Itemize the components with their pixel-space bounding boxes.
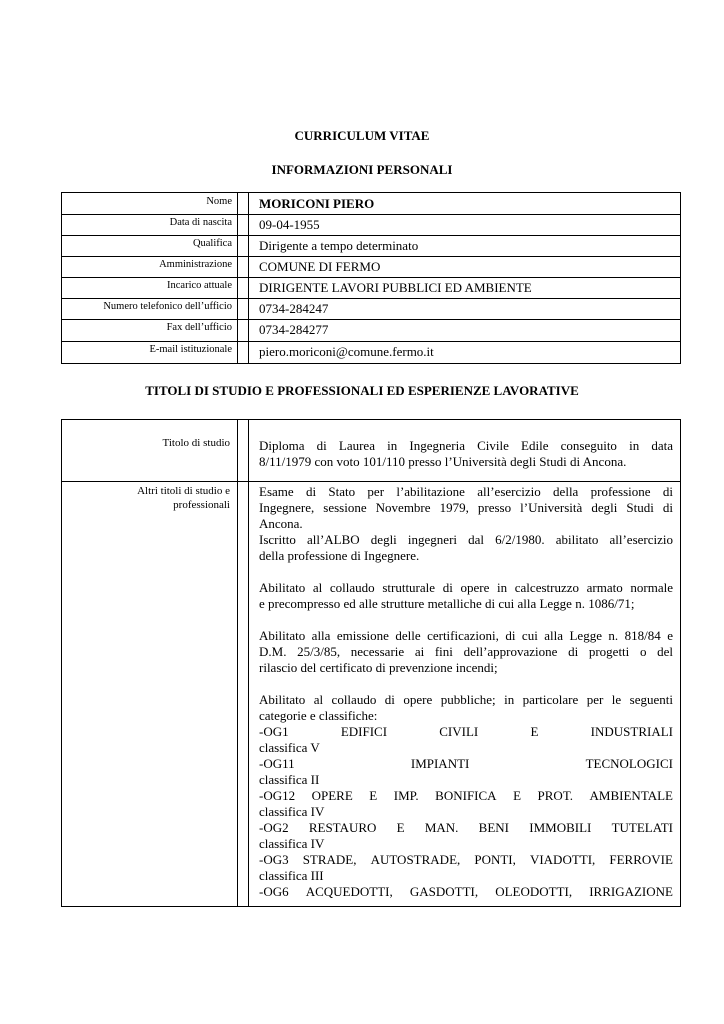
info-row-telefono — [62, 298, 680, 320]
info-value: DIRIGENTE LAVORI PUBBLICI ED AMBIENTE — [259, 280, 532, 295]
category-classifica: classifica II — [259, 772, 320, 787]
studies-table — [61, 419, 681, 907]
info-value: Dirigente a tempo determinato — [259, 238, 419, 253]
category-word: BONIFICA — [435, 788, 497, 803]
category-word: CIVILI — [439, 724, 479, 739]
info-row-amministrazione — [62, 256, 680, 278]
category-classifica: classifica III — [259, 868, 324, 883]
category-word: GASDOTTI, — [409, 884, 479, 899]
category-word: IRRIGAZIONE — [589, 884, 673, 899]
text-line: Abilitato al collaudo strutturale di opere in calcestruzzo armato normale — [259, 580, 673, 595]
category-classifica: classifica IV — [259, 804, 325, 819]
text-line: rilascio del certificato di prevenzione incendi; — [259, 660, 498, 675]
category-word: ACQUEDOTTI, — [305, 884, 393, 899]
category-classifica: classifica IV — [259, 836, 325, 851]
text-line: Ingegnere, sessione Novembre 1979, presso l’Università degli Studi di — [259, 500, 673, 515]
info-label: Data di nascita — [169, 217, 232, 228]
category-list — [259, 724, 673, 900]
info-row-email — [62, 341, 680, 364]
category-line — [259, 756, 673, 772]
personal-info-table — [61, 192, 681, 364]
personal-info-heading: INFORMAZIONI PERSONALI — [271, 162, 453, 177]
text-line: Esame di Stato per l’abilitazione all’esercizio della professione di — [259, 484, 673, 499]
category-word: OLEODOTTI, — [495, 884, 573, 899]
info-row-nome — [62, 193, 680, 214]
titolo-text — [259, 438, 673, 470]
info-label: E-mail istituzionale — [149, 344, 232, 355]
category-word: IMPIANTI — [410, 756, 470, 771]
info-value: 09-04-1955 — [259, 217, 320, 232]
info-label: Incarico attuale — [167, 280, 232, 291]
category-line — [259, 788, 673, 804]
info-row-qualifica — [62, 235, 680, 257]
text-line: e precompresso ed alle strutture metalliche di cui alla Legge n. 1086/71; — [259, 596, 635, 611]
text-line: Abilitato alla emissione delle certificazioni, di cui alla Legge n. 818/84 e — [259, 628, 673, 643]
category-line — [259, 724, 673, 740]
category-word: E — [530, 724, 539, 739]
category-word: BENI — [478, 820, 510, 835]
category-word: E — [396, 820, 405, 835]
info-row-incarico — [62, 277, 680, 299]
category-word: AUTOSTRADE, — [370, 852, 461, 867]
studies-heading: TITOLI DI STUDIO E PROFESSIONALI ED ESPERIENZE LAVORATIVE — [145, 383, 579, 398]
category-word: AMBIENTALE — [589, 788, 673, 803]
label-line: professionali — [173, 499, 230, 511]
category-word: -OG12 — [259, 788, 296, 803]
text-line: 8/11/1979 con voto 101/110 presso l’Università degli Studi di Ancona. — [259, 454, 627, 469]
category-line — [259, 852, 673, 868]
label-line: Altri titoli di studio e — [137, 485, 230, 497]
category-word: INDUSTRIALI — [590, 724, 673, 739]
info-value: COMUNE DI FERMO — [259, 259, 381, 274]
info-label: Amministrazione — [159, 259, 232, 270]
text-line: Iscritto all’ALBO degli ingegneri dal 6/2/1980. abilitato all’esercizio — [259, 532, 673, 547]
category-line — [259, 820, 673, 836]
info-value: 0734-284277 — [259, 322, 329, 337]
text-line: categorie e classifiche: — [259, 708, 378, 723]
info-label: Fax dell’ufficio — [166, 322, 232, 333]
category-word: PONTI, — [474, 852, 516, 867]
info-label: Qualifica — [192, 238, 232, 249]
category-word: IMMOBILI — [529, 820, 592, 835]
category-word: PROT. — [537, 788, 574, 803]
category-word: -OG6 — [259, 884, 289, 899]
category-word: STRADE, — [302, 852, 357, 867]
category-word: TUTELATI — [611, 820, 673, 835]
category-word: EDIFICI — [340, 724, 388, 739]
text-line: D.M. 25/3/85, necessarie ai fini dell’approvazione di progetti o del — [259, 644, 673, 659]
info-label: Numero telefonico dell’ufficio — [103, 301, 232, 312]
category-line — [259, 884, 673, 900]
text-line: Ancona. — [259, 516, 303, 531]
studies-row-titolo — [62, 420, 680, 481]
category-word: IMP. — [393, 788, 419, 803]
category-word: -OG2 — [259, 820, 289, 835]
info-label: Nome — [206, 196, 232, 207]
category-word: -OG11 — [259, 756, 295, 771]
category-word: MAN. — [424, 820, 459, 835]
studies-row-altri-titoli — [62, 481, 680, 908]
altri-titoli-text — [259, 484, 673, 900]
info-value: piero.moriconi@comune.fermo.it — [259, 344, 434, 359]
info-value: 0734-284247 — [259, 301, 329, 316]
category-word: -OG1 — [259, 724, 289, 739]
text-line: Diploma di Laurea in Ingegneria Civile Edile conseguito in data — [259, 438, 673, 453]
category-word: E — [369, 788, 378, 803]
studies-label: Titolo di studio — [162, 437, 230, 449]
category-word: OPERE — [311, 788, 353, 803]
document-title: CURRICULUM VITAE — [294, 128, 430, 143]
category-word: RESTAURO — [308, 820, 377, 835]
category-word: -OG3 — [259, 852, 289, 867]
text-line: della professione di Ingegnere. — [259, 548, 420, 563]
category-word: VIADOTTI, — [529, 852, 596, 867]
category-classifica: classifica V — [259, 740, 320, 755]
category-word: FERROVIE — [609, 852, 673, 867]
studies-label — [137, 484, 230, 512]
category-word: E — [513, 788, 522, 803]
info-row-fax — [62, 319, 680, 342]
category-word: TECNOLOGICI — [585, 756, 673, 771]
text-line: Abilitato al collaudo di opere pubbliche; in particolare per le seguenti — [259, 692, 673, 707]
info-row-data-nascita — [62, 214, 680, 236]
info-value: MORICONI PIERO — [259, 196, 375, 211]
